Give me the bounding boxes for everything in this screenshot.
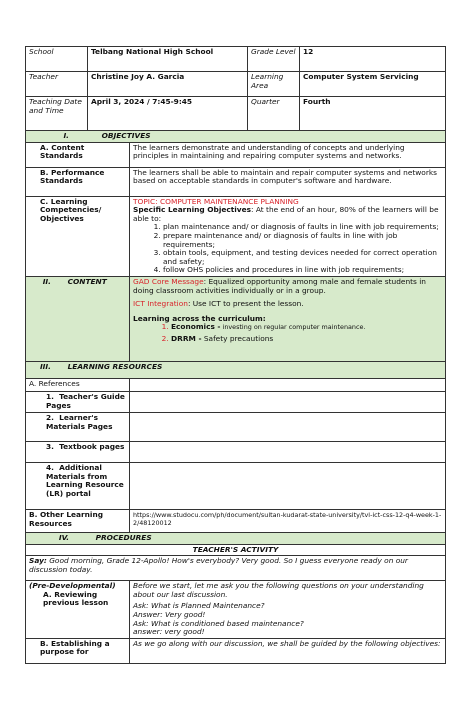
list-item: 2. prepare maintenance and/ or diagnosis of faults in line with job requirements;: [163, 232, 442, 249]
school-label: School: [26, 47, 88, 72]
resources-heading: [26, 361, 446, 378]
date-label: Teaching Date and Time: [26, 97, 88, 132]
review-cell-label: [26, 581, 130, 639]
specific-intro: : At the end of an hour, 80% of the learners will be able to:: [133, 205, 439, 223]
specific-label: Specific Learning Objectives: [133, 205, 252, 215]
header-table: [25, 46, 446, 132]
list-item: 4. follow OHS policies and procedures in line with job requirements;: [163, 266, 442, 275]
predev-label: (Pre-Developmental): [29, 581, 116, 591]
list-item: 1. plan maintenance and/ or diagnosis of faults in line with job requirements;: [163, 223, 442, 232]
resources-num: III.: [39, 361, 51, 371]
content-standards-text: The learners demonstrate and understanding of concepts and underlying principles in maintaining and repairing computer systems and networks.: [130, 142, 446, 167]
content-standards-label: A. Content Standards: [26, 142, 130, 167]
review-intro: Before we start, let me ask you the following questions on your understanding about our last discussion.: [133, 581, 424, 599]
competencies-label: C. Learning Competencies/ Objectives: [26, 196, 130, 276]
resource-item: 4. Additional Materials from Learning Resource (LR) portal: [26, 462, 130, 509]
area-value: Computer System Servicing: [300, 72, 446, 97]
procedures-title: PROCEDURES: [95, 532, 152, 542]
ict-integration: [133, 300, 442, 309]
procedures-num: IV.: [58, 532, 69, 542]
references-label: A. References: [26, 378, 130, 391]
content-heading: [26, 276, 130, 361]
objectives-heading-row: [26, 131, 446, 143]
date-value: April 3, 2024 / 7:45-9:45: [88, 97, 248, 132]
procedures-heading: [26, 532, 446, 544]
across-desc: investing on regular computer maintenance.: [220, 323, 366, 332]
say-label: Say:: [29, 556, 47, 566]
review-line: Ask: What is Planned Maintenance?: [133, 601, 265, 611]
objectives-title: OBJECTIVES: [101, 131, 151, 140]
across-name: Economics -: [171, 322, 221, 332]
grade-label: Grade Level: [248, 47, 300, 72]
list-item: [171, 323, 442, 332]
teacher-value: Christine Joy A. Garcia: [88, 72, 248, 97]
ict-text: : Use ICT to present the lesson.: [187, 299, 304, 309]
school-value: Telbang National High School: [88, 47, 248, 72]
resource-item: 1. Teacher's Guide Pages: [26, 391, 130, 412]
across-desc: Safety precautions: [201, 333, 274, 343]
teachers-activity-heading: TEACHER'S ACTIVITY: [26, 544, 446, 556]
quarter-label: Quarter: [248, 97, 300, 132]
purpose-text: As we go along with our discussion, we shall be guided by the following objectives:: [130, 638, 446, 663]
gad-label: GAD Core Message: [133, 276, 204, 286]
resource-item: 3. Textbook pages: [26, 441, 130, 462]
list-item: 3. obtain tools, equipment, and testing devices needed for correct operation and safety;: [163, 249, 442, 266]
content-cell: [130, 276, 446, 361]
across-label: Learning across the curriculum:: [133, 313, 266, 323]
competencies-cell: [130, 196, 446, 276]
specific-objectives: [133, 206, 442, 223]
grade-value: 12: [300, 47, 446, 72]
objectives-list: [133, 223, 442, 275]
topic-text: TOPIC: COMPUTER MAINTENANCE PLANNING: [133, 196, 299, 206]
performance-standards-label: B. Performance Standards: [26, 167, 130, 196]
content-title: CONTENT: [67, 276, 107, 286]
resource-item: 2. Learner's Materials Pages: [26, 412, 130, 441]
review-cell: [130, 581, 446, 639]
quarter-value: Fourth: [300, 97, 446, 132]
lesson-table: [25, 130, 446, 664]
review-line: answer: very good!: [133, 627, 205, 637]
other-resources-label: B. Other Learning Resources: [26, 509, 130, 532]
other-resources-link[interactable]: https://www.studocu.com/ph/document/sultan-kudarat-state-university/tvl-ict-css-12-q4-week-1-2/48120012: [130, 509, 446, 532]
across-list: [133, 323, 442, 343]
list-item: [171, 335, 442, 344]
say-cell: [26, 556, 446, 581]
gad-message: [133, 278, 442, 295]
performance-standards-text: The learners shall be able to maintain and repair computer systems and networks based on acceptable standards in computer's software and hardware.: [130, 167, 446, 196]
across-name: DRRM -: [171, 333, 202, 343]
content-num: II.: [42, 276, 51, 286]
teacher-label: Teacher: [26, 72, 88, 97]
ict-label: ICT Integration: [133, 299, 188, 309]
review-line: Ask: What is conditioned based maintenance?: [133, 618, 304, 628]
objectives-num: I.: [63, 131, 69, 140]
gad-text: : Equalized opportunity among male and female students in doing classroom activities individually or in a group.: [133, 276, 426, 295]
purpose-label: B. Establishing a purpose for: [26, 638, 130, 663]
reviewing-label: A. Reviewing previous lesson: [43, 589, 109, 608]
area-label: Learning Area: [248, 72, 300, 97]
resources-title: LEARNING RESOURCES: [67, 361, 163, 371]
say-text: Good morning, Grade 12-Apollo! How's everybody? Very good. So I guess everyone ready on our discussion today.: [29, 556, 408, 574]
review-line: Answer: Very good!: [133, 609, 206, 619]
